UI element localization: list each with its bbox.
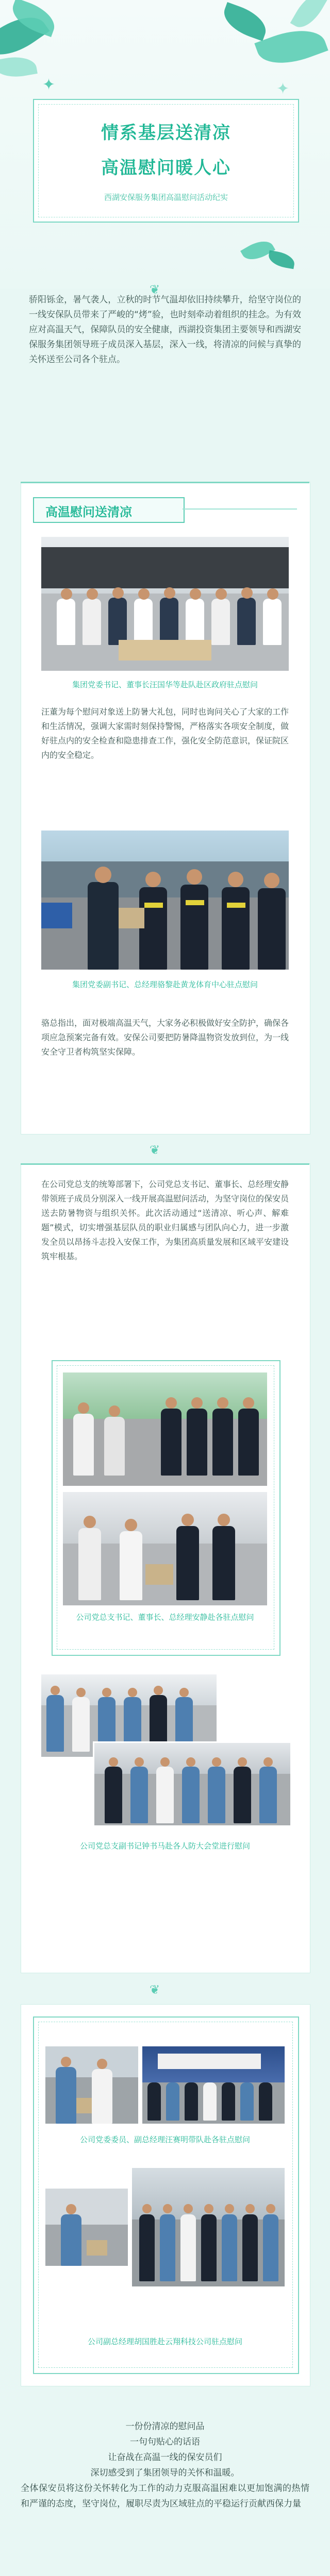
leaf-bullet-icon: ❦ xyxy=(150,1143,160,1157)
leaf-bullet-icon: ❦ xyxy=(150,282,160,297)
photo-guards-row xyxy=(132,2168,285,2286)
photo-handing-supplies xyxy=(41,831,289,970)
leaf-decoration xyxy=(290,0,329,33)
section-title-divider xyxy=(183,509,297,510)
closing-line: 全体保安员将这份关怀转化为工作的动力克服高温困难以更加饱满的热情和严谨的态度，坚守岗位，履职尽责为区域驻点的平稳运行贡献西保力量 xyxy=(21,2483,309,2509)
section-1-paragraph-1: 汪董为每个慰问对象送上防暑大礼包，同时也询问关心了大家的工作和生活情况，强调大家需时刻保持警惕，严格落实各项安全制度，做好驻点内的安全检查和隐患排查工作，强化安全防范意识，保证院区内的安全稳定。 xyxy=(41,707,289,760)
sparkle-icon: ✦ xyxy=(276,80,290,98)
section-2-top-line xyxy=(21,1163,309,1165)
leaf-decoration xyxy=(219,2,271,41)
photo-supplies-small xyxy=(45,2189,128,2266)
photo-caption: 公司副总经理胡国胜赴云翔科技公司驻点慰问 xyxy=(87,2337,242,2346)
photo-caption: 公司党委委员、副总经理汪赛明带队赴各驻点慰问 xyxy=(79,2135,250,2144)
leaf-bullet-icon: ❦ xyxy=(150,1982,160,1997)
photo-group-leaders xyxy=(41,537,289,671)
photo-visit-building xyxy=(142,2046,285,2124)
leaf-decoration xyxy=(267,250,296,269)
title-subtitle: 西湖安保服务集团高温慰问活动纪实 xyxy=(104,193,228,202)
leaf-decoration xyxy=(0,53,38,80)
photo-caption: 集团党委书记、董事长汪国华等赴队赴区政府驻点慰问 xyxy=(72,680,258,689)
closing-line: 深切感受到了集团领导的关怀和温暖。 xyxy=(90,2468,240,2478)
closing-line: 一份份清凉的慰问品 xyxy=(125,2421,205,2432)
photo-guards-supplies xyxy=(63,1492,267,1605)
photo-guards-lineup xyxy=(63,1372,267,1486)
closing-text xyxy=(21,2419,309,2512)
photo-police-handover xyxy=(93,1741,292,1827)
section-1-title-box xyxy=(33,497,185,523)
photo-caption: 公司党总支书记、董事长、总经理安静赴各驻点慰问 xyxy=(76,1613,254,1622)
section-1-paragraph-2: 骆总指出，面对极端高温天气，大家务必积极做好安全防护，确保各项应急预案完备有效。安保公司要把防暑降温物资发放到位，为一线安全守卫者构筑坚实保障。 xyxy=(41,1018,289,1057)
photo-visit-small xyxy=(45,2046,138,2124)
photo-caption: 公司党总支副书记钟书马赴各人防大会堂进行慰问 xyxy=(79,1841,250,1851)
section-1-top-line xyxy=(21,482,309,483)
closing-line: 让奋战在高温一线的保安员们 xyxy=(108,2452,222,2463)
title-line-2: 高温慰问暖人心 xyxy=(101,158,231,178)
title-line-1: 情系基层送清凉 xyxy=(101,123,231,143)
sparkle-icon: ✦ xyxy=(42,76,56,94)
closing-line: 一句句贴心的话语 xyxy=(130,2437,200,2447)
section-2-paragraph: 在公司党总支的统筹部署下，公司党总支书记、董事长、总经理安静带领班子成员分别深入一线开展高温慰问活动，为坚守岗位的保安员送去防暑物资与组织关怀。此次活动通过“送清凉、听心声、解难题”模式，切实增强基层队员的职业归属感与团队向心力，进一步激发全员以昂扬斗志投入安保工作，为集团高质量发展和区域平安建设筑牢根基。 xyxy=(41,1179,289,1261)
header-banner xyxy=(0,0,330,289)
intro-paragraph: 骄阳铄金，暑气袭人，立秋的时节气温却依旧持续攀升，给坚守岗位的一线安保队员带来了严峻的“烤”验，也时刻牵动着组织的挂念。为有效应对高温天气，保障队员的安全健康，西湖投资集团主要领导和西湖安保服务集团领导班子成员深入基层，深入一线，将清凉的问候与真挚的关怀送至公司各个驻点。 xyxy=(29,295,301,365)
section-1-title: 高温慰问送清凉 xyxy=(45,505,132,519)
title-card xyxy=(33,99,299,223)
photo-caption: 集团党委副书记、总经理骆黎赴黄龙体育中心驻点慰问 xyxy=(72,980,258,989)
